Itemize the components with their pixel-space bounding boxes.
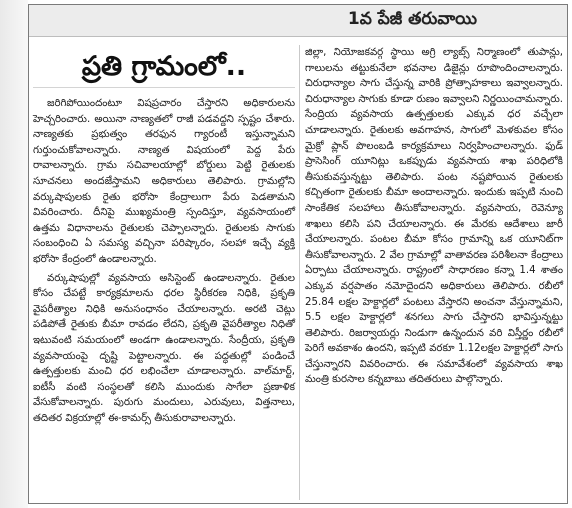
continuation-header: 1వ పేజీ తరువాయి xyxy=(29,5,567,37)
left-paragraph-2: వర్కుషాపుల్లో వ్యవసాయ అసిస్టెంట్ ఉండాలన్నారు. రైతుల కోసం చేపట్టే కార్యక్రమాలను ధరల స్థిరీకరణ నిధికి, ప్రకృతి వైపరీత్యాల నిధికి అనుసంధానం చేయాలన్నారు. అరటి చెట్లు పడిపోతే రైతుకు బీమా రావడం లేదని, ప్రకృతి వైపరీత్యాల నిధితో ఇటువంటి సమయంలో అండగా ఉండాలన్నారు. సేంద్రీయ, ప్రకృతి వ్యవసాయంపై దృష్టి పెట్టాలన్నారు. ఈ పద్ధతుల్లో పండించే ఉత్పత్తులకు మంచి ధర లభించేలా చూడాలన్నారు. వాల్‌మార్ట్, ఐటీసీ వంటి సంస్థలతో కలిసి ముందుకు సాగేలా ప్రణాళిక వేసుకోవాలన్నారు. పురుగు మందులు, ఎరువులు, విత్తనాలు, తదితర విక్రయాల్లో ఈ-కామర్స్ తీసుకురావాలన్నారు. xyxy=(33,272,295,424)
left-paragraph-1: జరిగిపోయిందంటూ విషప్రచారం చేస్తారని అధికారులను హెచ్చరించారు. అయినా నాణ్యతలో రాజీ పడవద్దని స్పష్టం చేశారు. నాణ్యతకు ప్రభుత్వం తరఫున గ్యారంటీ ఇస్తున్నామని గుర్తుంచుకోవాలన్నారు. నాణ్యత విషయంలో పెద్ద పేరు రావాలన్నారు. గ్రామ సచివాలయాల్లో బోర్డులు పెట్టి రైతులకు సూచనలు అందజేస్తామని అధికారులు తెలిపారు. గ్రామల్లోని వర్కుషాపులకు రైతు భరోసా కేంద్రాలుగా పేరు పెడతామని వివరించారు. దీనిపై ముఖ్యమంత్రి స్పందిస్తూ, వ్యవసాయంలో ఉత్తమ విధానాలను రైతులకు చెప్పాలన్నారు. రైతులకు సాగుకు సంబంధించి ఏ సమస్య వచ్చినా పరిష్కారం, సలహా ఇచ్చే వ్యక్తి భరోసా కేంద్రంలో ఉండాలన్నారు. xyxy=(33,98,295,265)
left-column xyxy=(33,47,295,429)
article-frame xyxy=(28,4,568,504)
right-column xyxy=(305,45,563,391)
article-headline: ప్రతి గ్రామంలో.. xyxy=(33,47,295,88)
page-edge-shadow xyxy=(0,0,28,508)
column-divider xyxy=(299,45,300,500)
right-paragraph-1: జిల్లా, నియోజకవర్గ స్థాయి అగ్రి ల్యాబ్స్ నిర్మాణంలో తుపాన్లు, గాలులను తట్టుకునేలా భవనాల డిజైన్లు రూపొందించాలన్నారు. చిరుధాన్యాల సాగు చేస్తున్న వారికి ప్రోత్సాహకాలు ఇవ్వాలన్నారు. చిరుధాన్యాల సాగుకు కూడా రుణం ఇవ్వాలని నిర్ణయించామన్నారు. సేంద్రియ వ్యవసాయ ఉత్పత్తులకు ఎక్కువ ధర వచ్చేలా చూడాలన్నారు. రైతులకు అవగాహన, సాగులో మెళకువల కోసం మైక్రో ప్లాన్ పొలంబడి కార్యక్రమాలు నిర్వహించాలన్నారు. ఫుడ్ ప్రాసెసింగ్ యూనిట్లు ఒకప్పుడు వ్యవసాయ శాఖ పరిధిలోకి తీసుకువస్తున్నట్టు తెలిపారు. పంట నష్టపోయిన రైతులకు కచ్చితంగా రైతులకు బీమా అందాలన్నారు. ఇందుకు ఇప్పటి నుంచి సాంకేతిక సలహాలు తీసుకోవాలన్నారు. వ్యవసాయ, రెవెన్యూ శాఖలు కలిసి పని చేయాలన్నారు. ఈ మేరకు ఆదేశాలు జారీ చేయాలన్నారు. పంటల బీమా కోసం గ్రామాన్ని ఒక యూనిట్‌గా తీసుకోవాలన్నారు. 2 వేల గ్రామాల్లో వాతావరణ పరిశీలనా కేంద్రాలు ఏర్పాటు చేయాలన్నారు. రాష్ట్రంలో సాధారణం కన్నా 1.4 శాతం ఎక్కువ వర్షపాతం నమోదైందని అధికారులు తెలిపారు. రబీలో 25.84 లక్షల హెక్టార్లలో పంటలు వేస్తారని అంచనా వేస్తున్నామని, 5.5 లక్షల హెక్టార్లలో శనగలు సాగు చేస్తారని భావిస్తున్నట్టు తెలిపారు. రిజర్వాయర్లు నిండుగా ఉన్నందున వరి విస్తీర్ణం రబీలో పెరిగే అవకాశం ఉందని, ఇప్పటి వరకూ 1.12లక్షల హెక్టార్లలో సాగు చేస్తున్నారని వివరించారు. ఈ సమావేశంలో వ్యవసాయ శాఖ మంత్రి కురసాల కన్నబాబు తదితరులు పాల్గొన్నారు. xyxy=(305,47,563,386)
